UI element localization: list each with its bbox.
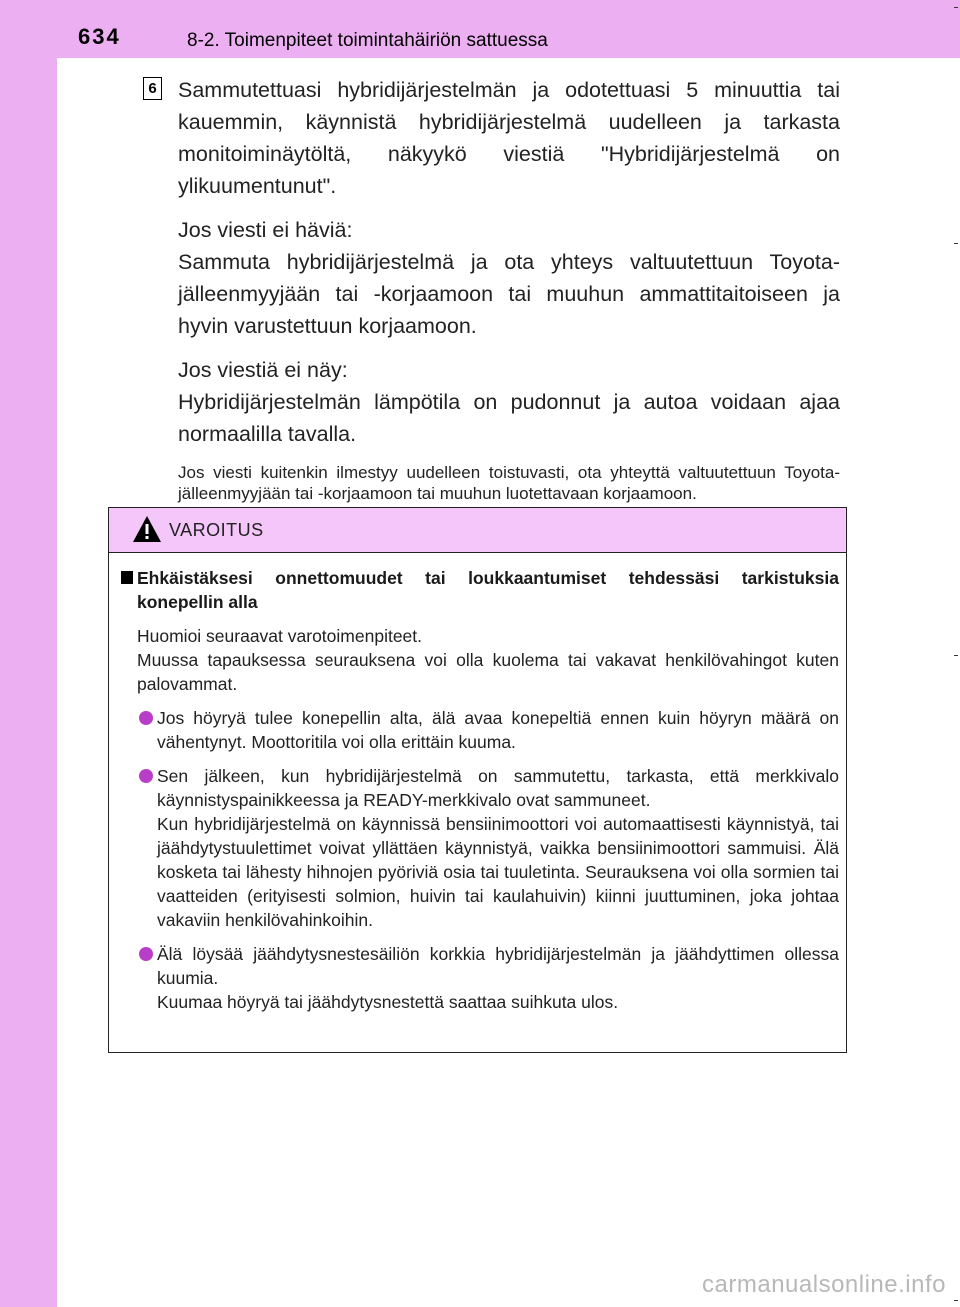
bullet-dot-icon bbox=[139, 769, 153, 783]
condition-label: Jos viestiä ei näy: bbox=[178, 358, 348, 382]
margin-mark bbox=[954, 1300, 958, 1301]
warning-bullet-text: Jos höyryä tulee konepellin alta, älä avaa konepeltiä ennen kuin höyryn määrä on vähentynyt. Moottoritila voi olla erittäin kuuma. bbox=[157, 708, 839, 752]
step-note: Jos viesti kuitenkin ilmestyy uudelleen toistuvasti, ota yhteyttä valtuutettuun Toyota-jälleenmyyjään tai -korjaamoon tai muuhun luotettavaan korjaamoon. bbox=[178, 463, 840, 503]
warning-heading bbox=[117, 566, 839, 614]
warning-bullet-text: Älä löysää jäähdytysnestesäiliön korkkia hybridijärjestelmän ja jäähdyttimen ollessa kuumia. bbox=[157, 944, 839, 988]
warning-intro-line: Huomioi seuraavat varotoimenpiteet. bbox=[137, 626, 423, 646]
warning-bullet bbox=[117, 706, 839, 754]
warning-intro-line: Muussa tapauksessa seurauksena voi olla kuolema tai vakavat henkilövahingot kuten palovammat. bbox=[137, 650, 839, 694]
condition-action: Sammuta hybridijärjestelmä ja ota yhteys valtuutettuun Toyota-jälleenmyyjään tai -korjaamoon tai muuhun ammattitaitoiseen ja hyvin varustettuun korjaamoon. bbox=[178, 250, 840, 338]
warning-bullet-text: Sen jälkeen, kun hybridijärjestelmä on sammutettu, tarkasta, että merkkivalo käynnistyspainikkeessa ja READY-merkkivalo ovat sammuneet. bbox=[157, 766, 839, 810]
section-title: 8-2. Toimenpiteet toimintahäiriön sattuessa bbox=[187, 30, 548, 51]
square-bullet-icon bbox=[121, 571, 133, 584]
page-number: 634 bbox=[78, 24, 121, 49]
step-content bbox=[178, 74, 840, 504]
warning-bullet-text: Kuumaa höyryä tai jäähdytysnestettä saattaa suihkuta ulos. bbox=[157, 992, 619, 1012]
warning-intro bbox=[117, 624, 839, 696]
side-color-band bbox=[0, 0, 57, 1307]
condition-label: Jos viesti ei häviä: bbox=[178, 218, 353, 242]
warning-bullet-text: Kun hybridijärjestelmä on käynnissä bensiinimoottori voi automaattisesti käynnistyä, tai jäähdytystuulettimet voivat yllättäen käynnistyä, vaikka bensiinimoottori sammuisi. Älä kosketa tai lähesty hihnojen pyöriviä osia tai tuuletinta. Seurauksena voi olla sormien tai vaatteiden (erityisesti solmion, huivin tai kaulahuivin) kiinni juuttuminen, joka johtaa vakaviin henkilövahinkoihin. bbox=[157, 814, 839, 930]
warning-title: VAROITUS bbox=[169, 520, 264, 540]
step-paragraph: Sammutettuasi hybridijärjestelmän ja odotettuasi 5 minuuttia tai kauemmin, käynnistä hybridijärjestelmä uudelleen ja tarkasta monitoiminäytöltä, näkyykö viestiä "Hybridijärjestelmä on ylikuumentunut". bbox=[178, 78, 840, 198]
warning-heading-text: Ehkäistäksesi onnettomuudet tai loukkaantumiset tehdessäsi tarkistuksia konepellin alla bbox=[137, 568, 839, 612]
condition-action: Hybridijärjestelmän lämpötila on pudonnut ja autoa voidaan ajaa normaalilla tavalla. bbox=[178, 390, 840, 446]
warning-box bbox=[108, 507, 847, 1053]
condition-paragraph bbox=[178, 354, 840, 450]
warning-header bbox=[109, 508, 846, 553]
bullet-dot-icon bbox=[139, 711, 153, 725]
warning-bullet bbox=[117, 764, 839, 932]
condition-paragraph bbox=[178, 214, 840, 342]
warning-body bbox=[117, 566, 839, 1014]
warning-bullet bbox=[117, 942, 839, 1014]
step-number-badge: 6 bbox=[143, 77, 162, 100]
margin-mark bbox=[954, 7, 958, 8]
margin-mark bbox=[954, 655, 958, 656]
warning-triangle-icon bbox=[132, 515, 162, 543]
watermark: carmanualsonline.info bbox=[702, 1271, 946, 1298]
bullet-dot-icon bbox=[139, 947, 153, 961]
margin-mark bbox=[954, 243, 958, 244]
